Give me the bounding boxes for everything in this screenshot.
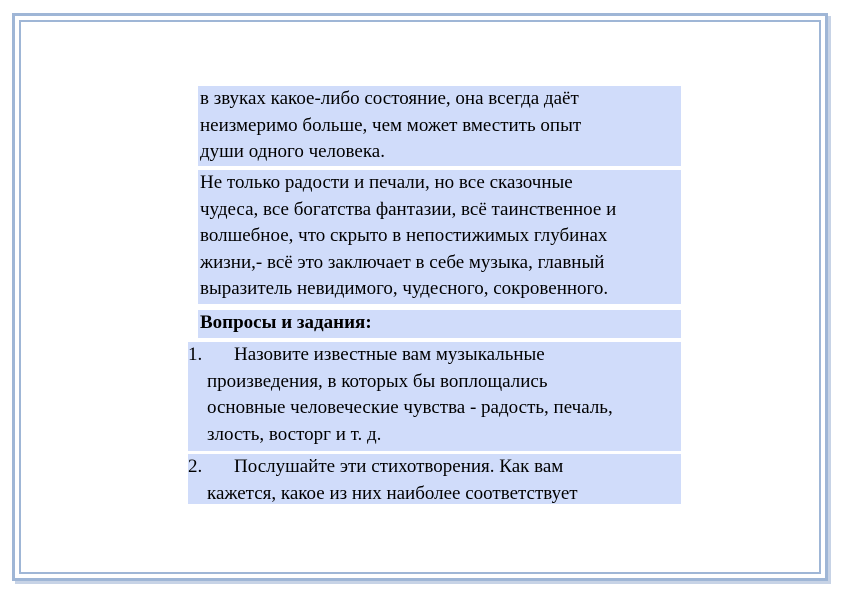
question-number: 2. (188, 456, 203, 477)
paragraph-2 (198, 170, 681, 304)
question-first-line: Послушайте эти стихотворения. Как вам (234, 456, 564, 477)
paragraph-2-line: Не только радости и печали, но все сказочные (200, 172, 573, 193)
paragraph-2-line: жизни,- всё это заключает в себе музыка, главный (200, 251, 605, 273)
question-first-row (188, 454, 681, 481)
question-first-row (188, 342, 681, 369)
paragraph-1-line: в звуках какое-либо состояние, она всегда даёт (200, 88, 579, 109)
question-line: основные человеческие чувства - радость, печаль, (207, 397, 613, 418)
paragraph-2-line: выразитель невидимого, чудесного, сокровенного. (200, 278, 609, 299)
question-number: 1. (188, 344, 203, 365)
question-first-line: Назовите известные вам музыкальные (234, 344, 545, 365)
question-item-1 (188, 342, 681, 451)
question-item-2 (188, 454, 681, 504)
paragraph-1-line: неизмеримо больше, чем может вместить опыт (200, 114, 582, 136)
question-line: кажется, какое из них наиболее соответствует (207, 482, 578, 504)
paragraph-2-line: чудеса, все богатства фантазии, всё таинственное и (200, 198, 617, 220)
question-line: произведения, в которых бы воплощались (207, 370, 548, 392)
paragraph-1 (198, 86, 681, 166)
paragraph-2-line: волшебное, что скрыто в непостижимых глубинах (200, 225, 608, 246)
question-line: злость, восторг и т. д. (207, 423, 382, 445)
paragraph-1-line: души одного человека. (200, 141, 385, 162)
questions-heading: Вопросы и задания: (198, 310, 681, 338)
